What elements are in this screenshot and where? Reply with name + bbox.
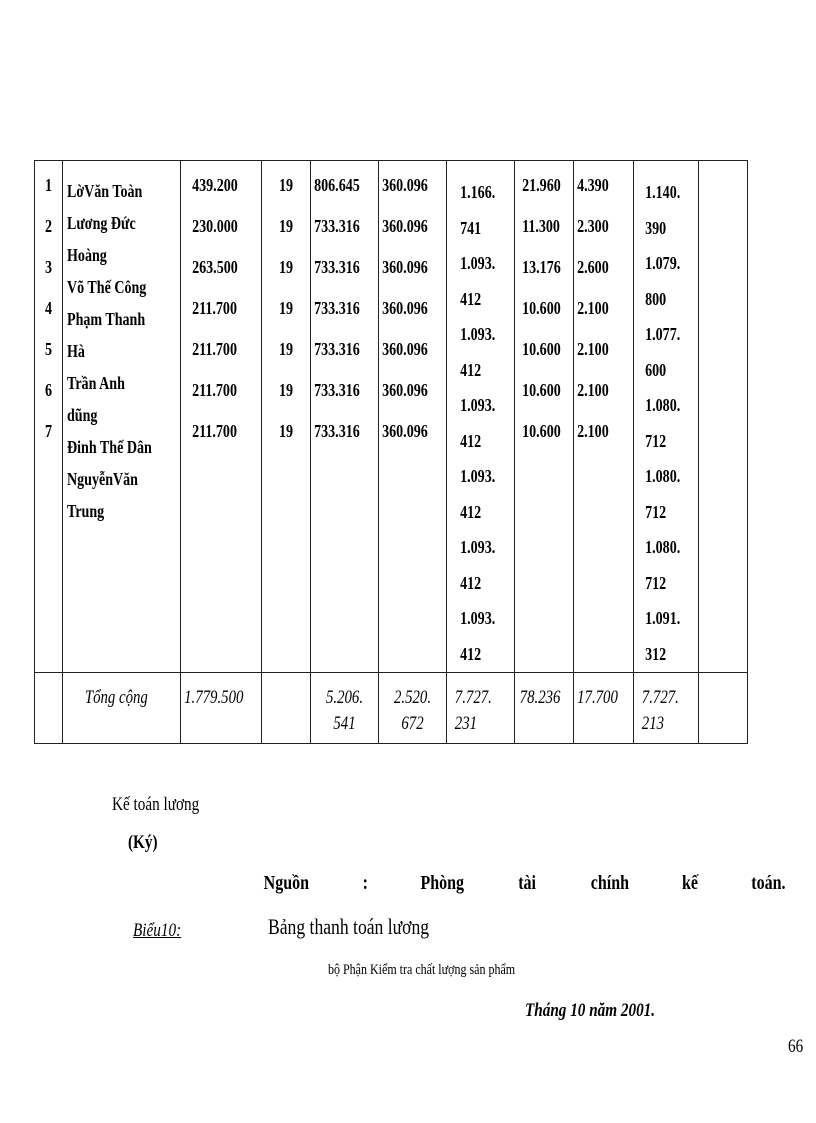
col-b-value: 360.096 <box>382 421 428 441</box>
row-number: 6 <box>44 380 53 400</box>
col-e-value: 2.300 <box>577 216 609 236</box>
col-e-value: 2.100 <box>577 421 609 441</box>
total-a-cell <box>311 673 379 744</box>
document-title: Bảng thanh toán lương <box>268 914 430 939</box>
col-c-value: 412 <box>460 359 482 380</box>
col-c-value: 1.093. <box>460 253 496 273</box>
source-word: kế <box>682 872 699 894</box>
source-word: Nguồn <box>263 872 310 894</box>
col-e-value: 2.100 <box>577 339 609 359</box>
col-f-value: 1.140. <box>645 182 681 202</box>
total-b-line2: 672 <box>401 713 424 734</box>
col-d-value: 11.300 <box>522 216 560 236</box>
col-f-value: 312 <box>645 643 667 664</box>
col-d-value: 10.600 <box>522 298 561 318</box>
col-c-value: 412 <box>460 643 482 664</box>
col-b-value: 360.096 <box>382 339 428 359</box>
col-f-value: 600 <box>645 359 667 380</box>
salary-value: 211.700 <box>192 298 237 318</box>
days-value: 19 <box>278 175 294 195</box>
signer-title: Kế toán lương <box>112 794 200 815</box>
source-line <box>258 872 790 895</box>
days-column <box>262 161 311 673</box>
stt-column <box>35 161 63 673</box>
col-a-value: 806.645 <box>314 175 360 195</box>
total-d: 78.236 <box>519 687 561 708</box>
signature-note: (Ký) <box>128 832 158 853</box>
col-b-column <box>379 161 447 673</box>
row-number: 3 <box>44 257 53 277</box>
source-word: : <box>362 872 368 894</box>
col-c-value: 412 <box>460 501 482 522</box>
employee-name-line: LờVăn Toàn <box>67 181 143 201</box>
total-b-line1: 2.520. <box>393 687 432 708</box>
days-value: 19 <box>278 339 294 359</box>
salary-value: 230.000 <box>192 216 238 236</box>
days-value: 19 <box>278 298 294 318</box>
source-word: toán. <box>751 872 786 894</box>
total-f-line1: 7.727. <box>642 687 680 708</box>
total-row <box>35 673 748 744</box>
total-stt-cell <box>35 673 63 744</box>
col-c-value: 412 <box>460 430 482 451</box>
days-value: 19 <box>278 216 294 236</box>
total-a-line1: 5.206. <box>325 687 364 708</box>
form-number-colon: : <box>176 920 182 941</box>
col-f-column <box>634 161 699 673</box>
total-a-line2: 541 <box>333 713 356 734</box>
col-f-value: 712 <box>645 501 667 522</box>
col-d-value: 13.176 <box>522 257 561 277</box>
total-e-cell <box>574 673 634 744</box>
col-e-value: 2.600 <box>577 257 609 277</box>
col-c-value: 1.093. <box>460 324 496 344</box>
days-value: 19 <box>278 421 294 441</box>
col-e-value: 4.390 <box>577 175 609 195</box>
col-e-column <box>574 161 634 673</box>
days-value: 19 <box>278 257 294 277</box>
source-word: chính <box>590 872 629 894</box>
name-column <box>63 161 181 673</box>
col-f-value: 1.091. <box>645 608 681 628</box>
employee-name-line: Hoàng <box>67 245 107 265</box>
col-f-value: 1.080. <box>645 537 681 557</box>
row-number: 7 <box>44 421 53 441</box>
col-c-column <box>447 161 515 673</box>
col-e-value: 2.100 <box>577 298 609 318</box>
total-label: Tổng cộng <box>84 687 148 708</box>
col-a-value: 733.316 <box>314 339 360 359</box>
total-c-line2: 231 <box>454 713 478 734</box>
col-a-value: 733.316 <box>314 380 360 400</box>
form-number <box>133 920 181 942</box>
row-number: 4 <box>44 298 53 318</box>
total-salary: 1.779.500 <box>184 687 244 708</box>
col-a-value: 733.316 <box>314 216 360 236</box>
col-c-value: 1.093. <box>460 537 496 557</box>
col-c-value: 1.093. <box>460 395 496 415</box>
source-word: Phòng <box>420 872 465 894</box>
total-days-cell <box>262 673 311 744</box>
col-f-value: 1.079. <box>645 253 681 273</box>
total-e: 17.700 <box>577 687 619 708</box>
total-salary-cell <box>181 673 262 744</box>
col-f-value: 712 <box>645 572 667 593</box>
col-d-value: 10.600 <box>522 380 561 400</box>
row-number: 1 <box>44 175 53 195</box>
col-b-value: 360.096 <box>382 216 428 236</box>
total-d-cell <box>515 673 574 744</box>
employee-name-line: NguyễnVăn <box>67 469 139 489</box>
salary-value: 211.700 <box>192 421 237 441</box>
total-c-cell <box>447 673 515 744</box>
employee-name-line: Phạm Thanh Hà <box>67 309 146 361</box>
salary-value: 439.200 <box>192 175 238 195</box>
col-f-value: 1.077. <box>645 324 681 344</box>
total-c-line1: 7.727. <box>454 687 492 708</box>
employee-name-line: Lương Đức <box>67 213 136 233</box>
col-f-value: 1.080. <box>645 466 681 486</box>
col-c-value: 1.166. <box>460 182 496 202</box>
col-e-value: 2.100 <box>577 380 609 400</box>
salary-value: 263.500 <box>192 257 238 277</box>
employee-name-line: Trung <box>67 501 105 521</box>
total-f-cell <box>634 673 699 744</box>
col-a-value: 733.316 <box>314 257 360 277</box>
col-c-value: 741 <box>460 217 482 238</box>
total-blank-cell <box>699 673 748 744</box>
document-date: Tháng 10 năm 2001. <box>525 1000 656 1021</box>
col-c-value: 1.093. <box>460 466 496 486</box>
row-number: 5 <box>44 339 53 359</box>
col-b-value: 360.096 <box>382 175 428 195</box>
total-label-cell <box>63 673 181 744</box>
col-f-value: 712 <box>645 430 667 451</box>
source-word: tài <box>518 872 537 894</box>
col-d-value: 10.600 <box>522 421 561 441</box>
department-subtitle: bộ Phận Kiểm tra chất lượng sản phẩm <box>328 962 516 978</box>
col-c-value: 1.093. <box>460 608 496 628</box>
form-number-label: Biểu10 <box>133 920 177 941</box>
employee-name-line: Trần Anh dũng <box>67 373 125 425</box>
col-a-value: 733.316 <box>314 298 360 318</box>
page-number: 66 <box>788 1036 804 1057</box>
salary-value: 211.700 <box>192 380 237 400</box>
row-number: 2 <box>44 216 53 236</box>
employee-name-line: Võ Thế Công <box>67 277 147 297</box>
col-a-column <box>311 161 379 673</box>
data-row <box>35 161 748 673</box>
employee-name-line: Đinh Thế Dân <box>67 437 152 457</box>
blank-column <box>699 161 748 673</box>
col-b-value: 360.096 <box>382 257 428 277</box>
col-f-value: 1.080. <box>645 395 681 415</box>
col-b-value: 360.096 <box>382 298 428 318</box>
payroll-table <box>34 160 748 744</box>
col-f-value: 800 <box>645 288 667 309</box>
total-f-line2: 213 <box>642 713 665 734</box>
col-c-value: 412 <box>460 288 482 309</box>
col-f-value: 390 <box>645 217 667 238</box>
salary-column <box>181 161 262 673</box>
col-d-value: 10.600 <box>522 339 561 359</box>
salary-value: 211.700 <box>192 339 237 359</box>
days-value: 19 <box>278 380 294 400</box>
col-b-value: 360.096 <box>382 380 428 400</box>
total-b-cell <box>379 673 447 744</box>
col-a-value: 733.316 <box>314 421 360 441</box>
col-c-value: 412 <box>460 572 482 593</box>
col-d-value: 21.960 <box>522 175 561 195</box>
col-d-column <box>515 161 574 673</box>
